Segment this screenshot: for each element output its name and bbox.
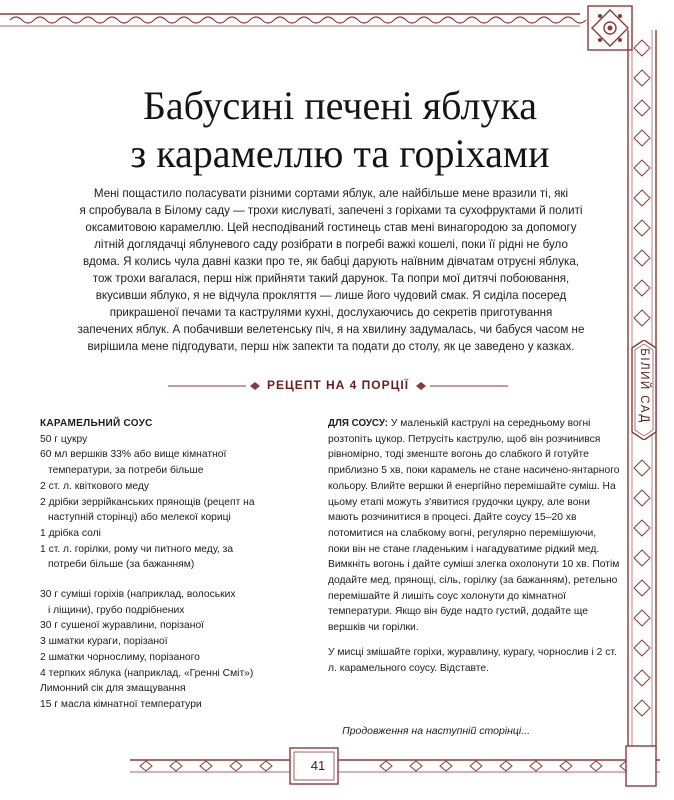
side-tab-label: БІЛИЙ САД <box>638 348 650 424</box>
intro-paragraph <box>56 185 606 355</box>
intro-line: Мені пощастило поласувати різними сортами яблук, але найбільше мене вразили ті, які <box>93 187 569 200</box>
title-line-1: Бабусині печені яблука <box>142 83 538 128</box>
intro-line: прикрашеної печами та каструлями кухні, дослухаючись до секретів приготування <box>109 306 553 319</box>
method-steps <box>328 416 620 685</box>
sauce-step-lead: ДЛЯ СОУСУ: <box>328 418 388 429</box>
title-line-2: з карамеллю та горіхами <box>130 131 550 176</box>
ingredient-line: 3 шматки кураги, порізаної <box>40 636 168 648</box>
intro-line: запечених яблук. А побачивши велетенську піч, я на хвилину задумалась, чи бабуся часом не <box>77 323 585 336</box>
ingredients-list <box>40 416 302 713</box>
top-ornament-border <box>0 0 674 72</box>
ingredient-line: 15 г масла кімнатної температури <box>40 698 202 710</box>
ingredient-line: 30 г суміші горіхів (наприклад, волоських <box>40 589 236 601</box>
intro-line: вкусивши яблуко, я не відчула прокляття — лише його чудовий смак. Я сиділа посеред <box>95 289 567 302</box>
ingredient-line: наступній сторінці) або мелекої кориці <box>48 512 231 524</box>
recipe-title <box>60 82 620 178</box>
ingredient-line: 4 терпких яблука (наприклад, «Гренні Сміт») <box>40 667 254 679</box>
continued-note: Продовження на наступній сторінці... <box>342 725 530 737</box>
ingredient-line: 2 ст. л. квіткового меду <box>40 480 150 492</box>
sauce-step <box>328 416 620 636</box>
intro-line: тож трохи вагалася, перш ніж прийняти такий дарунок. Та попри мої дитячі побоювання, <box>92 272 570 285</box>
ingredient-line: температури, за потреби більше <box>48 465 204 477</box>
intro-line: вдома. Я колись чула давні казки про те, як бабці дарують наївним дівчатам отруєні яблука, <box>82 255 579 268</box>
ingredient-line: 30 г сушеної журавлини, порізаної <box>40 620 205 632</box>
mix-step: У мисці змішайте горіхи, журавлину, курагу, чорнослив і 2 ст. л. карамельного соусу. Відставте. <box>328 646 617 674</box>
ingredient-line: потреби більше (за бажанням) <box>48 559 195 571</box>
ingredient-line: 2 дрібки зеррійканських прянощів (рецепт на <box>40 496 255 508</box>
intro-line: літній доглядачці яблуневого саду розібрати в погребі важкі кошелі, поки її рідні не було <box>94 238 568 251</box>
recipe-servings-heading <box>168 376 508 396</box>
ingredient-line: і ліщини), грубо подрібнених <box>48 604 185 616</box>
ingredient-line: Лимонний сік для змащування <box>40 683 186 695</box>
intro-line: вирішила мене підгодувати, перш ніж запекти та подати до столу, як це заведено у казках. <box>87 340 575 353</box>
chapter-side-tab <box>630 340 658 440</box>
servings-text: РЕЦЕПТ НА 4 ПОРЦІЇ <box>266 378 410 392</box>
ingredient-line: 60 мл вершків 33% або вище кімнатної <box>40 449 227 461</box>
page-number: 41 <box>310 758 326 773</box>
intro-line: оксамитовою карамеллю. Цей несподіваний гостинець став мені винагородою за допомогу <box>85 221 577 234</box>
sauce-section-heading: КАРАМЕЛЬНИЙ СОУС <box>40 418 153 429</box>
ingredient-line: 50 г цукру <box>40 433 88 445</box>
bottom-ornament-border <box>130 740 660 790</box>
ingredient-line: 1 дрібка солі <box>40 527 101 539</box>
sauce-step-text: У маленькій каструлі на середньому вогні розтопіть цукор. Петрусіть каструлю, щоб він розчинився рівномірно, тоді зменште вогонь до слабкого й готуйте приблизно 5 хв, поки карамель не стане насичено-янтарного кольору. Влийте вершки й енергійно перемішайте суміш. На цьому етапі можуть з'явитися грудочки цукру, але вони мають розчинитися в процесі. Дайте соусу 15–20 хв потомитися на слабкому вогні, регулярно перемішуючи, поки він не стане гладеньким і нагадуватиме рідкий мед. Вимкніть вогонь і дайте суміші злегка охолонути 10 хв. Потім додайте мед, прянощі, сіль, горілку (за бажанням), ретельно перемішайте й лишіть соус холонути до кімнатної температури. Якщо він буде надто густий, додайте ще вершків чи горілки. <box>328 418 620 634</box>
intro-line: я спробувала в Білому саду — трохи кислуваті, запечені з горіхами та сухофруктами й политі <box>79 204 583 217</box>
ingredient-line: 2 шматки чорнослиму, порізаного <box>40 651 200 663</box>
ingredient-line: 1 ст. л. горілки, рому чи питного меду, за <box>40 543 234 555</box>
